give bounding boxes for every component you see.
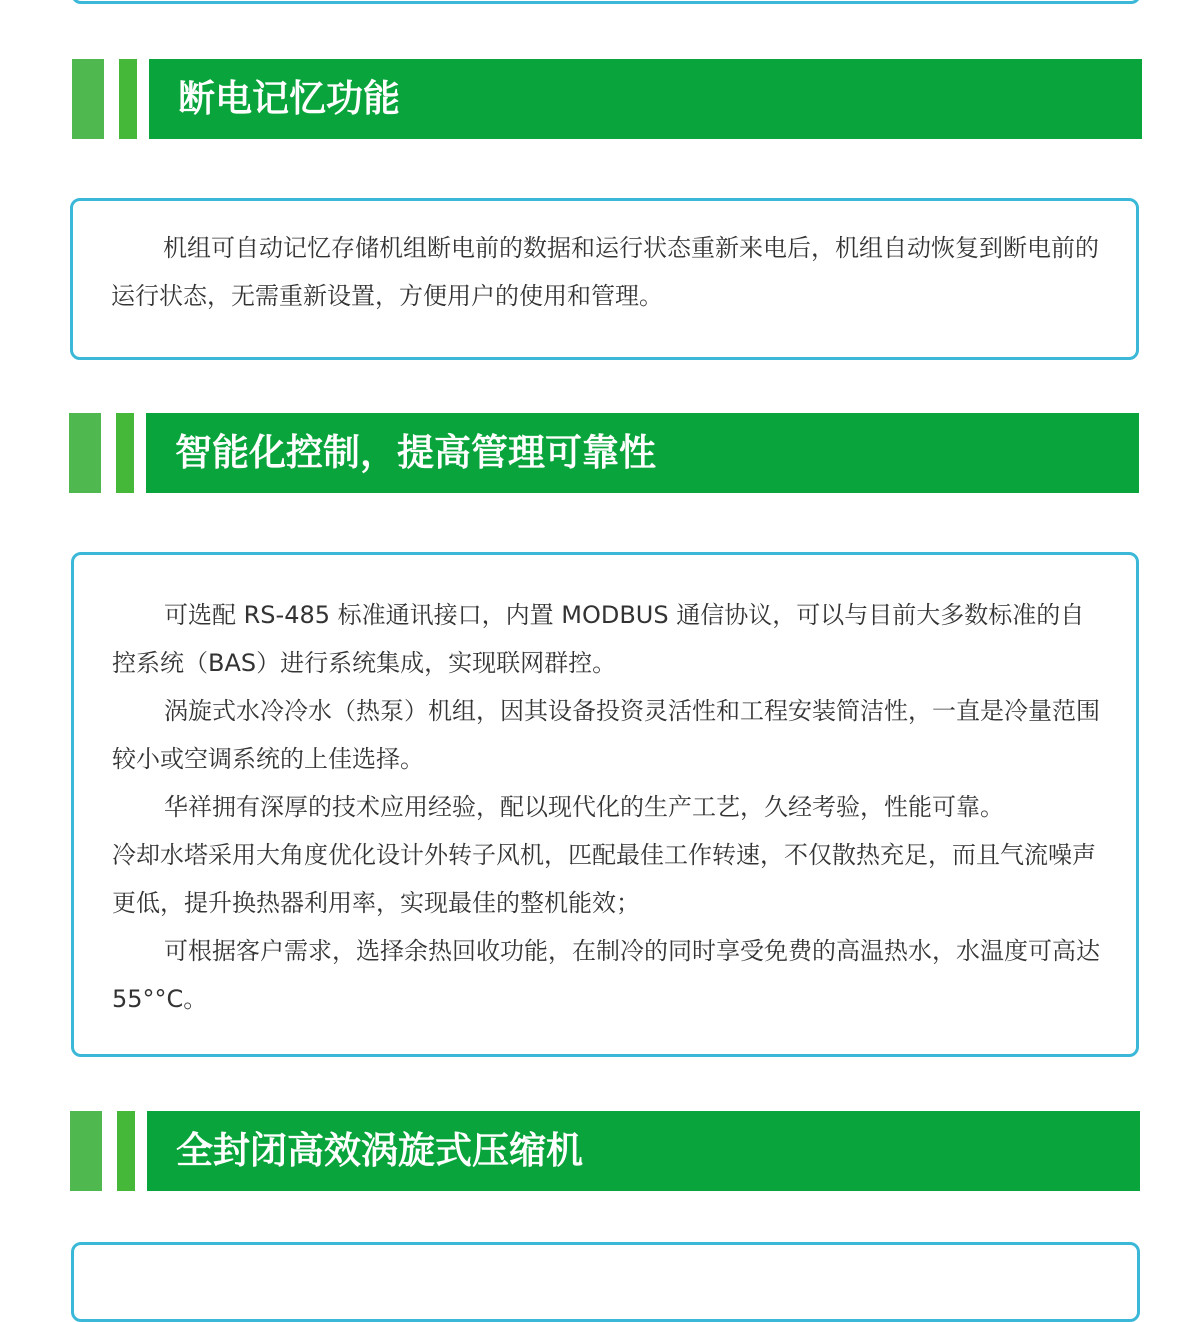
section-header-smart-control bbox=[69, 413, 1139, 493]
section-title: 全封闭高效涡旋式压缩机 bbox=[176, 1129, 583, 1172]
header-accent-bar bbox=[70, 1111, 102, 1191]
header-accent-bar bbox=[117, 1111, 135, 1191]
content-box-scroll-compressor bbox=[71, 1242, 1140, 1322]
content-box-power-memory bbox=[70, 198, 1139, 360]
header-accent-bar bbox=[116, 413, 134, 493]
section-title: 断电记忆功能 bbox=[178, 77, 400, 120]
paragraph: 冷却水塔采用大角度优化设计外转子风机，匹配最佳工作转速，不仅散热充足，而且气流噪声更低，提升换热器利用率，实现最佳的整机能效； bbox=[112, 841, 1096, 917]
previous-content-box bbox=[71, 0, 1141, 4]
paragraph: 涡旋式水冷冷水（热泵）机组，因其设备投资灵活性和工程安装简洁性，一直是冷量范围较小或空调系统的上佳选择。 bbox=[112, 697, 1100, 773]
paragraph: 可根据客户需求，选择余热回收功能，在制冷的同时享受免费的高温热水，水温度可高达 55°°C。 bbox=[112, 937, 1100, 1013]
section-title: 智能化控制，提高管理可靠性 bbox=[175, 431, 656, 474]
section-header-power-memory bbox=[72, 59, 1142, 139]
paragraph: 华祥拥有深厚的技术应用经验，配以现代化的生产工艺，久经考验，性能可靠。 bbox=[164, 793, 1004, 821]
section-header-scroll-compressor bbox=[70, 1111, 1140, 1191]
header-accent-bar bbox=[119, 59, 137, 139]
header-accent-bar bbox=[72, 59, 104, 139]
content-box-smart-control bbox=[71, 552, 1139, 1057]
paragraph: 机组可自动记忆存储机组断电前的数据和运行状态重新来电后，机组自动恢复到断电前的运行状态，无需重新设置，方便用户的使用和管理。 bbox=[111, 234, 1099, 310]
header-accent-bar bbox=[69, 413, 101, 493]
paragraph: 可选配 RS-485 标准通讯接口，内置 MODBUS 通信协议，可以与目前大多数标准的自控系统（BAS）进行系统集成，实现联网群控。 bbox=[112, 601, 1085, 677]
